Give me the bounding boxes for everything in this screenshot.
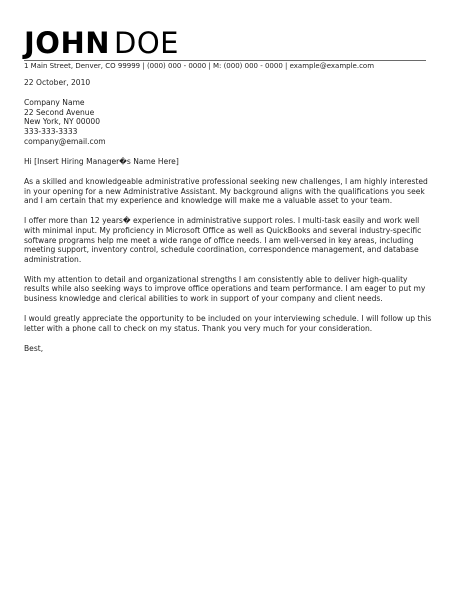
letter-date: 22 October, 2010 (24, 78, 91, 87)
recipient-phone: 333-333-3333 (24, 126, 78, 136)
recipient-company: Company Name (24, 98, 85, 108)
letter-paragraph-4: I would greatly appreciate the opportunity to be included on your interviewing schedule. I will follow up this letter with a phone call to check on my status. Thank you very much for your consideration. (24, 314, 432, 333)
letter-paragraph-2: I offer more than 12 years� experience in administrative support roles. I multi-task easily and work well with minimal input. My proficiency in Microsoft Office as well as QuickBooks and several industry-specific software programs help me meet a wide range of office needs. I am well-versed in key areas, including meeting support, inventory control, schedule coordination, correspondence management, and database administration. (24, 216, 422, 264)
letter-closing: Best, (24, 344, 44, 354)
recipient-address (24, 98, 432, 146)
applicant-first-name: JOHN (24, 26, 110, 60)
applicant-contact-line: 1 Main Street, Denver, CO 99999 | (000) 000 - 0000 | M: (000) 000 - 0000 | example@example.com (24, 62, 375, 70)
applicant-last-name: DOE (113, 26, 179, 60)
recipient-email: company@email.com (24, 136, 106, 146)
recipient-street: 22 Second Avenue (24, 107, 95, 117)
letter-body (24, 78, 432, 364)
letter-greeting: Hi [Insert Hiring Manager�s Name Here] (24, 156, 179, 166)
letter-paragraph-3: With my attention to detail and organizational strengths I am consistently able to deliver high-quality results while also seeking ways to improve office operations and team performance. I am eager to put my business knowledge and clerical abilities to work in support of your company and client needs. (24, 274, 426, 304)
recipient-city: New York, NY 00000 (24, 117, 101, 127)
letter-paragraph-1: As a skilled and knowledgeable administrative professional seeking new challenges, I am highly interested in your opening for a new Administrative Assistant. My background aligns with the qualifications you seek and I am certain that my experience and knowledge will make me a valuable asset to your team. (24, 176, 428, 206)
applicant-name (24, 27, 179, 59)
